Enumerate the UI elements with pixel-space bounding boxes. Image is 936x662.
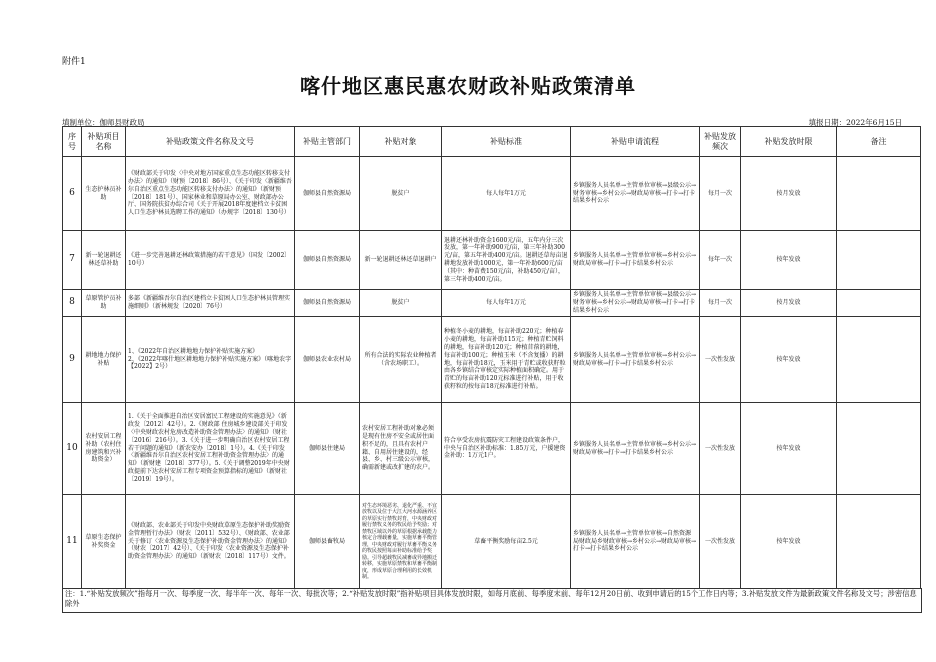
subsidy-target: 所有合法的实际农业种植者（含农场职工）。 bbox=[360, 317, 442, 403]
header-row bbox=[63, 127, 921, 157]
time-limit: 按月发放 bbox=[741, 157, 837, 231]
row-number: 11 bbox=[63, 495, 82, 589]
row-number: 10 bbox=[63, 403, 82, 495]
application-process: 乡镇服务人员名单→主管单位审核→乡村公示→财政局审核→打卡→打卡结果乡村公示 bbox=[571, 231, 700, 290]
subsidy-target: 农村安居工程补助对象必须是现有住房不安全或居住面积不足的，且具有农村户籍、自用居住建设的，经县、乡、村三级公示审核，确需新建或改扩建的农户。 bbox=[360, 403, 442, 495]
subsidy-target: 脱贫户 bbox=[360, 290, 442, 317]
header-cell: 补贴对象 bbox=[360, 127, 442, 157]
subsidy-target: 脱贫户 bbox=[360, 157, 442, 231]
header-cell: 补贴标准 bbox=[442, 127, 571, 157]
policy-document: 1、《2022年自治区耕地地力保护补贴实施方案》 2、《2022年喀什地区耕地地力保护补贴实施方案》（喀地农字【2022】2号） bbox=[126, 317, 295, 403]
department: 伽师县农业农村局 bbox=[295, 317, 360, 403]
table-row bbox=[63, 317, 921, 403]
application-process: 乡镇服务人员名单→主管单位审核→乡村公示→财政局审核→打卡→打卡结果乡村公示 bbox=[571, 317, 700, 403]
header-cell: 补贴发放时限 bbox=[741, 127, 837, 157]
subsidy-standard: 每人每年1万元 bbox=[442, 157, 571, 231]
application-process: 乡镇服务人员名单→主管单位审核→县级公示→财务审核→乡村公示→财政局审核→打卡→打卡结果乡村公示 bbox=[571, 290, 700, 317]
subsidy-name: 耕地地力保护补贴 bbox=[82, 317, 126, 403]
time-limit: 按年发放 bbox=[741, 317, 837, 403]
subsidy-name: 生态护林员补助 bbox=[82, 157, 126, 231]
subsidy-standard: 种植冬小麦的耕地，每亩补助220元；种植春小麦的耕地，每亩补助115元；种植青贮饲料的耕地，每亩补助120元；种植苜蓿的耕地，每亩补助100元；种植玉米（不含复播）的耕地，每亩补助18元，玉米用于青贮或收获籽粒由各乡镇结合审核定实际种植面积确定。用于青贮的每亩补助120元标准进行补贴，用于收获籽粒的按每亩18元标准进行补贴。 bbox=[442, 317, 571, 403]
header-cell: 补贴政策文件名称及文号 bbox=[126, 127, 295, 157]
application-process: 乡镇服务人员名单→主管单位审核→自然资源局财政局乡财政审核→乡村公示→财政局审核→打卡→打卡结果乡村公示 bbox=[571, 495, 700, 589]
remark bbox=[837, 231, 921, 290]
header-cell: 备注 bbox=[837, 127, 921, 157]
subsidy-standard: 符合享受农房抗震防灾工程建设政策条件户，中央与自治区补助标准：1.85万元，户援建资金补助：1万元1户。 bbox=[442, 403, 571, 495]
subsidy-name: 草原生态保护补奖资金 bbox=[82, 495, 126, 589]
table-row bbox=[63, 231, 921, 290]
header-cell: 补贴主管部门 bbox=[295, 127, 360, 157]
frequency: 一次性发放 bbox=[700, 403, 741, 495]
subsidy-target: 新一轮退耕还林还草退耕户 bbox=[360, 231, 442, 290]
remark bbox=[837, 495, 921, 589]
subsidy-name: 农村安居工程补助（农村住房建筑和兴补助资金） bbox=[82, 403, 126, 495]
policy-document: 《财政部关于印发〈中央对地方国家重点生态功能区转移支付办法〉的通知》（财预〔2018〕86号）、《关于印发〈新疆维吾尔自治区重点生态功能区转移支付办法〉的通知》（新财预〔2018〕181号）、国家林业和草原局办公室、财政部办公厅、国务院扶贫办综合司《关于开展2018年度建档立卡贫困人口生态护林员选聘工作的通知》（办规字〔2018〕130号） bbox=[126, 157, 295, 231]
table-row bbox=[63, 290, 921, 317]
policy-document: 1.《关于全面推进自治区安居富民工程建设的实施意见》（新政发〔2012〕42号）。2.《财政部 住房城乡建设部关于印发〈中央财政农村危房改造补助资金管理办法〉的通知》（财社〔2016〕216号）。3.《关于进一步明确自治区农村安居工程若干问题的通知》（新农安办〔2018〕1号）。4.《关于印发〈新疆维吾尔自治区农村安居工程补助资金管理办法〉的通知》（新财建〔2018〕377号）。5.《关于调整2019年中央财政提前下达农村安居工程专项资金预算指标的通知》（新财社〔2019〕19号）。 bbox=[126, 403, 295, 495]
frequency: 每年一次 bbox=[700, 231, 741, 290]
row-number: 8 bbox=[63, 290, 82, 317]
application-process: 乡镇服务人员名单→主管单位审核→县级公示→财务审核→乡村公示→财政局审核→打卡→打卡结果乡村公示 bbox=[571, 157, 700, 231]
fill-date: 填报日期：2022年6月15日 bbox=[808, 118, 902, 127]
subsidy-name: 草原管护员补助 bbox=[82, 290, 126, 317]
remark bbox=[837, 290, 921, 317]
time-limit: 按月发放 bbox=[741, 290, 837, 317]
footnote: 注：1.“补贴发放频次”指每月一次、每季度一次、每半年一次、每年一次、每批次等；2.“补贴发放时限”指补贴项目具体发放时限，如每月底前、每季度末前、每年12月20日前、收到申请后的15个工作日内等；3.补贴发放文件为最新政策文件名称及文号；涉密信息除外 bbox=[62, 588, 922, 613]
attachment-label: 附件1 bbox=[62, 57, 86, 67]
application-process: 乡镇服务人员名单→主管单位审核→乡村公示→财政局审核→打卡→打卡结果乡村公示 bbox=[571, 403, 700, 495]
frequency: 每月一次 bbox=[700, 290, 741, 317]
policy-document: 多部《新疆维吾尔自治区建档立卡贫困人口生态护林员管理实施细则》（新林规发〔2020〕76号） bbox=[126, 290, 295, 317]
table-row bbox=[63, 495, 921, 589]
department: 伽师县住建局 bbox=[295, 403, 360, 495]
policy-table bbox=[62, 126, 921, 589]
remark bbox=[837, 157, 921, 231]
department: 伽师县自然资源局 bbox=[295, 290, 360, 317]
policy-document: 《财政部、农业部关于印发中央财政草原生态保护补助奖励资金管理暂行办法》（财农〔2011〕532号）、《财政部、农业部关于修订〈农业资源及生态保护补助资金管理办法〉的通知》（财农〔2017〕42号）、《关于印发〈农业资源及生态保护补助资金管理办法〉的通知》（新财农〔2018〕117号）文件。 bbox=[126, 495, 295, 589]
department: 伽师县畜牧局 bbox=[295, 495, 360, 589]
department: 伽师县自然资源局 bbox=[295, 157, 360, 231]
row-number: 6 bbox=[63, 157, 82, 231]
subsidy-target: 对生态环境恶劣、退化严重、不宜放牧以及位于大江大河水源涵养区的草原实行禁牧封育，中央财政对履行禁牧义务的牧民给予奖励；对禁牧区域以外的草原根据承载能力核定合理载畜量，实施草畜平衡管理，中央财政对履行草畜平衡义务的牧民按照每亩补助标准给予奖励。引导超载牧民减畜或异地搬迁转移，实施草原禁牧和草畜平衡制度，形成草原合理利用的长效机制。 bbox=[360, 495, 442, 589]
remark bbox=[837, 403, 921, 495]
header-cell: 补贴发放频次 bbox=[700, 127, 741, 157]
row-number: 7 bbox=[63, 231, 82, 290]
subsidy-name: 新一轮退耕还林还草补助 bbox=[82, 231, 126, 290]
table-row bbox=[63, 403, 921, 495]
header-cell: 序号 bbox=[63, 127, 82, 157]
remark bbox=[837, 317, 921, 403]
filler-unit: 填制单位：伽师县财政局 bbox=[62, 118, 145, 127]
subsidy-standard: 每人每年1万元 bbox=[442, 290, 571, 317]
header-cell: 补贴项目名称 bbox=[82, 127, 126, 157]
frequency: 一次性发放 bbox=[700, 495, 741, 589]
row-number: 9 bbox=[63, 317, 82, 403]
time-limit: 按年发放 bbox=[741, 231, 837, 290]
department: 伽师县自然资源局 bbox=[295, 231, 360, 290]
subsidy-standard: 草畜平衡奖励每亩2.5元 bbox=[442, 495, 571, 589]
time-limit: 按年发放 bbox=[741, 495, 837, 589]
page-title: 喀什地区惠民惠农财政补贴政策清单 bbox=[300, 74, 636, 98]
header-cell: 补贴申请流程 bbox=[571, 127, 700, 157]
frequency: 一次性发放 bbox=[700, 317, 741, 403]
subsidy-standard: 退耕还林补助资金1600元/亩，五年内分三次发放，第一年补助900元/亩，第三年补助300元/亩，第五年补助400元/亩。退耕还草每亩退耕地发放补助1000元，第一年补助600元/亩（其中：种苗费150元/亩，补助450元/亩），第三年补助400元/亩。 bbox=[442, 231, 571, 290]
table-row bbox=[63, 157, 921, 231]
policy-document: 《进一步完善退耕还林政策措施的若干意见》（国发〔2002〕10号） bbox=[126, 231, 295, 290]
frequency: 每月一次 bbox=[700, 157, 741, 231]
time-limit: 按年发放 bbox=[741, 403, 837, 495]
